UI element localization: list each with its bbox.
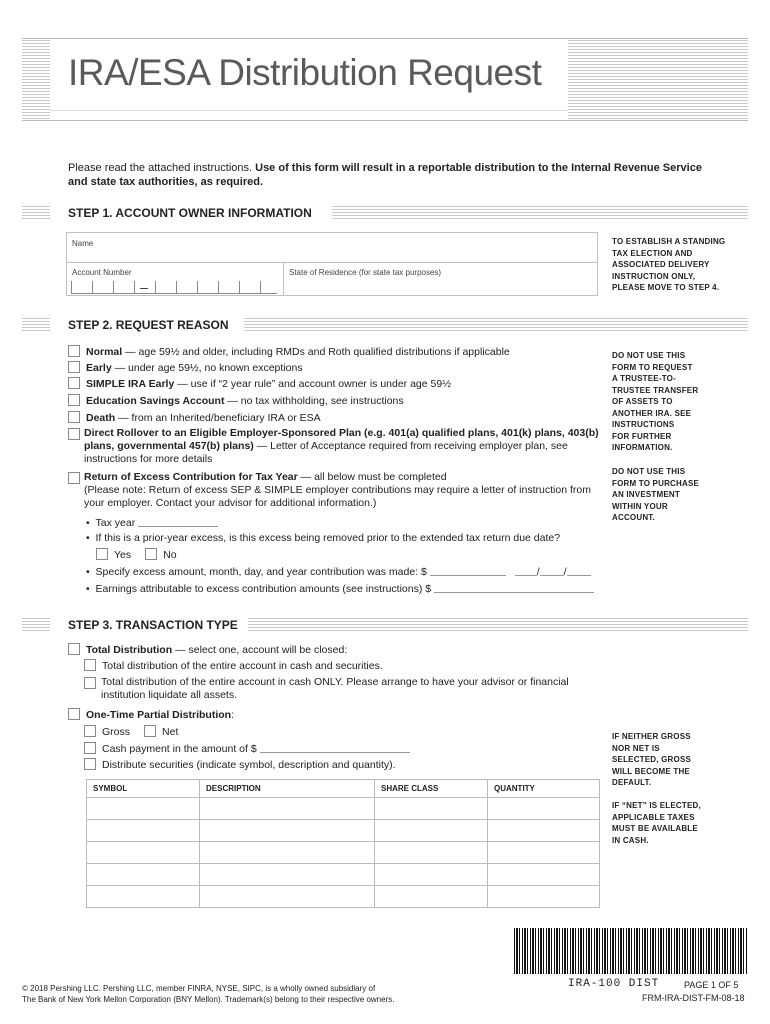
step1-hatch-right xyxy=(332,206,748,220)
name-field[interactable] xyxy=(66,232,598,263)
earnings-input[interactable] xyxy=(434,582,594,593)
col-share-class: SHARE CLASS xyxy=(375,780,488,798)
step3-hatch-right xyxy=(248,618,748,632)
reason-death[interactable] xyxy=(68,411,321,425)
reason-early-checkbox[interactable] xyxy=(68,361,80,373)
header-hatch-right xyxy=(568,40,748,120)
total-opt1-label: Total distribution of the entire account in cash and securities. xyxy=(102,660,383,672)
intro-bold: Use of this form will result in a reportable distribution to the Internal Revenue Service and state tax authorities, as required. xyxy=(68,162,702,188)
col-description: DESCRIPTION xyxy=(200,780,375,798)
copyright-line-1: © 2018 Pershing LLC. Pershing LLC, member FINRA, NYSE, SIPC, is a wholly owned subsidiary of xyxy=(22,984,376,993)
step3-side-note-2: IF “NET” IS ELECTED, APPLICABLE TAXES MUST BE AVAILABLE IN CASH. xyxy=(612,801,701,845)
barcode-text: IRA-100 DIST xyxy=(568,978,660,990)
step3-side-note-1: IF NEITHER GROSS NOR NET IS SELECTED, GROSS WILL BECOME THE DEFAULT. xyxy=(612,732,692,787)
partial-distribution-checkbox[interactable] xyxy=(68,708,80,720)
gross-checkbox[interactable] xyxy=(84,725,96,737)
excess-amount-input[interactable] xyxy=(430,565,506,576)
account-number-label: Account Number xyxy=(72,268,132,277)
earnings-label: Earnings attributable to excess contribution amounts (see instructions) $ xyxy=(95,583,432,595)
reason-death-checkbox[interactable] xyxy=(68,411,80,423)
reason-esa[interactable] xyxy=(68,394,404,408)
reason-esa-label: Education Savings Account xyxy=(86,395,225,407)
page-title: IRA/ESA Distribution Request xyxy=(68,52,542,93)
net-label: Net xyxy=(162,726,179,738)
reason-simple-label: SIMPLE IRA Early xyxy=(86,378,175,390)
reason-death-label: Death xyxy=(86,412,116,424)
state-residence-field[interactable] xyxy=(283,262,598,296)
total-distribution-checkbox[interactable] xyxy=(68,643,80,655)
col-quantity: QUANTITY xyxy=(488,780,600,798)
gross-label: Gross xyxy=(102,726,131,738)
intro-plain: Please read the attached instructions. xyxy=(68,162,256,174)
header-rule-mid xyxy=(50,110,568,111)
specify-excess-row: • Specify excess amount, month, day, and year contribution was made: $ / / xyxy=(86,565,591,579)
col-symbol: SYMBOL xyxy=(87,780,200,798)
partial-distribution-colon: : xyxy=(231,709,234,721)
page-number: PAGE 1 OF 5 xyxy=(684,980,739,990)
cash-payment-checkbox[interactable] xyxy=(84,742,96,754)
barcode xyxy=(514,928,748,974)
prior-year-yes-label: Yes xyxy=(114,549,132,561)
reason-rollover-label: Direct Rollover to an Eligible Employer-Sponsored Plan (e.g. 401(a) qualified plans, 401(k) plans, 403(b) plans, governmental 457(b) plans) xyxy=(84,427,599,452)
tax-year-row: • Tax year xyxy=(86,516,218,530)
name-label: Name xyxy=(72,239,94,248)
distribute-securities-label: Distribute securities (indicate symbol, description and quantity). xyxy=(102,759,396,771)
distribute-securities-checkbox[interactable] xyxy=(84,758,96,770)
earnings-row: • Earnings attributable to excess contribution amounts (see instructions) $ xyxy=(86,582,594,596)
reason-normal-checkbox[interactable] xyxy=(68,345,80,357)
total-option-cash-securities[interactable] xyxy=(84,659,383,673)
table-row[interactable] xyxy=(87,820,600,842)
reason-simple-ira-early[interactable] xyxy=(68,377,451,391)
total-opt1-checkbox[interactable] xyxy=(84,659,96,671)
prior-year-label: If this is a prior-year excess, is this excess being removed prior to the extended tax return due date? xyxy=(95,532,561,544)
tax-year-label: Tax year xyxy=(95,517,136,529)
total-opt2-checkbox[interactable] xyxy=(84,677,96,689)
step2-side-note-2: DO NOT USE THIS FORM TO PURCHASE AN INVESTMENT WITHIN YOUR ACCOUNT. xyxy=(612,467,700,522)
net-checkbox[interactable] xyxy=(144,725,156,737)
account-number-dash xyxy=(140,288,148,289)
specify-excess-label: Specify excess amount, month, day, and year contribution was made: $ xyxy=(95,566,427,578)
total-opt2-label: Total distribution of the entire account in cash ONLY. Please arrange to have your advisor or financial institution liquidate all assets. xyxy=(101,676,569,701)
reason-normal-label: Normal xyxy=(86,346,123,358)
intro-text xyxy=(68,161,718,189)
prior-year-no-label: No xyxy=(163,549,177,561)
step1-side-note: TO ESTABLISH A STANDING TAX ELECTION AND ASSOCIATED DELIVERY INSTRUCTION ONLY, PLEASE MOVE TO STEP 4. xyxy=(612,237,726,292)
reason-esa-text: — no tax withholding, see instructions xyxy=(224,395,404,407)
cash-amount-input[interactable] xyxy=(260,742,410,753)
total-option-cash-only[interactable] xyxy=(84,676,584,702)
copyright-line-2: The Bank of New York Mellon Corporation (BNY Mellon). Trademark(s) belong to their respective owners. xyxy=(22,995,395,1004)
step3-hatch-left xyxy=(22,618,50,632)
reason-direct-rollover[interactable] xyxy=(68,427,600,466)
header-rule-bottom xyxy=(22,120,748,121)
reason-early[interactable] xyxy=(68,361,303,375)
reason-return-excess[interactable] xyxy=(68,471,600,510)
step3-heading: STEP 3. TRANSACTION TYPE xyxy=(62,618,244,632)
reason-death-text: — from an Inherited/beneficiary IRA or ESA xyxy=(115,412,321,424)
reason-normal[interactable] xyxy=(68,345,510,359)
cash-payment-label: Cash payment in the amount of $ xyxy=(102,743,257,755)
step2-hatch-right xyxy=(244,318,748,332)
account-number-field[interactable] xyxy=(66,262,284,296)
reason-early-label: Early xyxy=(86,362,112,374)
form-id: FRM-IRA-DIST-FM-08-18 xyxy=(642,993,745,1003)
total-distribution[interactable] xyxy=(68,643,347,657)
prior-year-question: • If this is a prior-year excess, is this excess being removed prior to the extended tax return due date? xyxy=(86,532,561,544)
table-row[interactable] xyxy=(87,886,600,908)
distribute-securities-row[interactable] xyxy=(84,758,396,772)
header-rule-top xyxy=(22,38,748,39)
securities-table xyxy=(86,779,600,908)
prior-year-options xyxy=(96,548,177,562)
partial-distribution-label: One-Time Partial Distribution xyxy=(86,709,232,721)
table-row[interactable] xyxy=(87,864,600,886)
table-row[interactable] xyxy=(87,842,600,864)
step2-hatch-left xyxy=(22,318,50,332)
reason-rollover-text: — Letter of Acceptance required from receiving employer plan, see instructions for more details xyxy=(84,440,568,465)
step2-heading: STEP 2. REQUEST REASON xyxy=(62,318,234,332)
step1-hatch-left xyxy=(22,206,50,220)
excess-year-input[interactable] xyxy=(567,565,591,576)
table-header-row xyxy=(87,780,600,798)
reason-simple-checkbox[interactable] xyxy=(68,377,80,389)
total-distribution-text: — select one, account will be closed: xyxy=(172,644,348,656)
reason-excess-label: Return of Excess Contribution for Tax Year xyxy=(84,471,298,483)
reason-normal-text: — age 59½ and older, including RMDs and Roth qualified distributions if applicable xyxy=(122,346,510,358)
step2-side-note-1: DO NOT USE THIS FORM TO REQUEST A TRUSTEE-TO- TRUSTEE TRANSFER OF ASSETS TO ANOTHER IRA. SEE INSTRUCTIONS FOR FURTHER INFORMATION. xyxy=(612,351,699,452)
excess-note: (Please note: Return of excess SEP & SIMPLE employer contributions may require a letter of instruction from your employer. Contact your advisor for additional information.) xyxy=(84,484,591,509)
reason-excess-text: — all below must be completed xyxy=(297,471,447,483)
prior-year-yes-checkbox[interactable] xyxy=(96,548,108,560)
state-residence-label: State of Residence (for state tax purposes) xyxy=(289,268,442,277)
prior-year-no-checkbox[interactable] xyxy=(145,548,157,560)
tax-year-input[interactable] xyxy=(138,516,218,527)
step1-heading: STEP 1. ACCOUNT OWNER INFORMATION xyxy=(62,206,318,220)
reason-early-text: — under age 59½, no known exceptions xyxy=(111,362,303,374)
reason-excess-checkbox[interactable] xyxy=(68,472,80,484)
gross-net-row xyxy=(84,725,178,739)
header-hatch-left xyxy=(22,40,50,120)
cash-payment-row[interactable] xyxy=(84,742,410,756)
excess-day-input[interactable] xyxy=(540,565,564,576)
reason-rollover-checkbox[interactable] xyxy=(68,428,80,440)
total-distribution-label: Total Distribution xyxy=(86,644,173,656)
reason-esa-checkbox[interactable] xyxy=(68,394,80,406)
table-row[interactable] xyxy=(87,798,600,820)
reason-simple-text: — use if “2 year rule” and account owner is under age 59½ xyxy=(174,378,451,390)
account-number-boxes xyxy=(71,281,277,294)
excess-month-input[interactable] xyxy=(515,565,537,576)
partial-distribution[interactable] xyxy=(68,708,234,722)
